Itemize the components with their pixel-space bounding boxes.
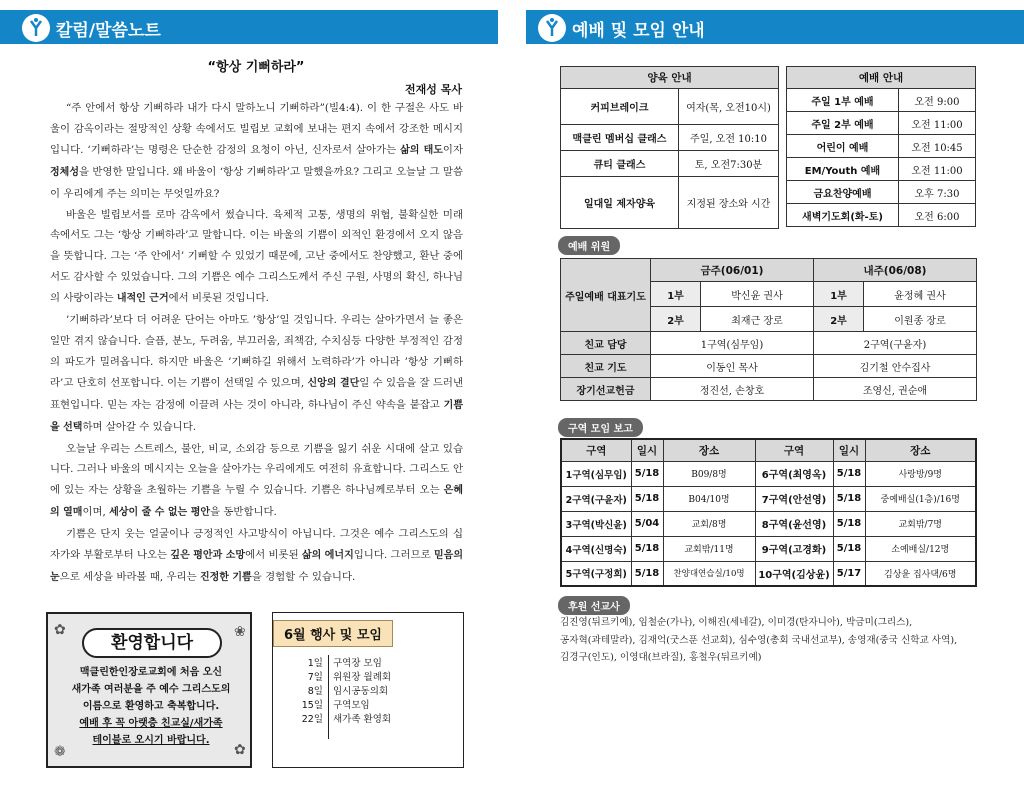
col-place: 장소 (663, 439, 755, 461)
next-week-header: 내주(06/08) (814, 259, 977, 282)
group-place: B04/10명 (663, 486, 755, 511)
prayer-label: 주일예배 대표기도 (561, 259, 651, 332)
group-place: 찬양대연습실/10명 (663, 561, 755, 586)
nurture-time: 지정된 장소와 시간 (679, 177, 779, 229)
event-date: 22일 (301, 714, 323, 725)
nw-prayer-1: 윤정혜 권사 (864, 282, 977, 307)
worship-section-title: 예배 및 모임 안내 (572, 21, 705, 41)
event-name: 위원장 월례회 (333, 672, 392, 683)
service-2: 2부 (651, 307, 701, 332)
flower-icon: ✿ (234, 742, 246, 758)
worship-name: 주일 2부 예배 (787, 112, 899, 135)
table-row (561, 536, 976, 561)
group-place: 교회밖/7명 (865, 511, 976, 536)
event-name: 구역모임 (333, 700, 370, 711)
duty-table (560, 258, 977, 401)
col-place: 장소 (865, 439, 976, 461)
group-date: 5/17 (833, 561, 865, 586)
nw-prayer-2: 이원종 장로 (864, 307, 977, 332)
june-events-box (272, 612, 464, 768)
group-date: 5/18 (631, 536, 663, 561)
group-place: 사랑방/9명 (865, 461, 976, 486)
tw-prayer-2: 최재근 장로 (701, 307, 814, 332)
event-name: 새가족 환영회 (333, 714, 392, 725)
missionaries-tag: 후원 선교사 (558, 596, 630, 615)
nurture-name: 맥클린 멤버십 클래스 (561, 125, 679, 151)
article-title: “항상 기뻐하라” (207, 60, 305, 75)
left-header-bar (0, 10, 498, 44)
welcome-text (56, 664, 246, 749)
nurture-table (560, 66, 779, 229)
flower-icon: ✿ (54, 622, 66, 638)
col-group: 구역 (561, 439, 631, 461)
groups-table (560, 438, 977, 587)
event-row (273, 713, 463, 727)
welcome-title: 환영합니다 (82, 628, 222, 658)
worship-header: 예배 안내 (787, 67, 976, 89)
group-date: 5/18 (631, 461, 663, 486)
welcome-line: 예배 후 꼭 아랫층 친교실/새가족 (79, 718, 223, 729)
nurture-header: 양육 안내 (561, 67, 779, 89)
event-row (273, 657, 463, 671)
nurture-name: 일대일 제자양육 (561, 177, 679, 229)
table-row (561, 511, 976, 536)
flower-icon: ❁ (54, 744, 66, 760)
group-name: 1구역(심무임) (561, 461, 631, 486)
right-header-bar (526, 10, 1024, 44)
column-section-title: 칼럼/말씀노트 (56, 21, 161, 41)
service-2: 2부 (814, 307, 864, 332)
fellowship-prayer-nw: 김기철 안수집사 (814, 355, 977, 378)
fellowship-prayer-tw: 이동인 목사 (651, 355, 814, 378)
group-place: 소예배실/12명 (865, 536, 976, 561)
worship-table (786, 66, 976, 227)
groups-tag: 구역 모임 보고 (558, 418, 643, 437)
group-name: 2구역(구윤자) (561, 486, 631, 511)
table-row (561, 561, 976, 586)
worship-time: 오전 6:00 (899, 204, 976, 227)
group-name: 10구역(김상윤) (755, 561, 833, 586)
article-paragraph: 오늘날 우리는 스트레스, 불안, 비교, 소외감 등으로 기쁨을 잃기 쉬운 시대에 살고 있습니다. 그러나 바울의 메시지는 오늘을 살아가는 우리에게도 여전히 유효합니다. 그리스도 안에 있는 자는 상황을 초월하는 기쁨을 누릴 수 있습니다. 기쁨은 하나님께로부터 오는 은혜의 열매이며, 세상이 줄 수 없는 평안을 동반합니다. (50, 442, 463, 519)
col-date: 일시 (833, 439, 865, 461)
nurture-time: 토, 오전7:30분 (679, 151, 779, 177)
group-place: 중예배실(1층)/16명 (865, 486, 976, 511)
church-logo-icon (538, 14, 566, 42)
group-date: 5/04 (631, 511, 663, 536)
group-name: 8구역(윤선영) (755, 511, 833, 536)
event-date: 7일 (307, 672, 323, 683)
events-title: 6월 행사 및 모임 (273, 620, 393, 647)
group-date: 5/18 (631, 486, 663, 511)
article-paragraph: 기쁨은 단지 웃는 얼굴이나 긍정적인 사고방식이 아닙니다. 그것은 예수 그리스도의 십자가와 부활로부터 나오는 깊은 평안과 소망에서 비롯된 삶의 에너지입니다. 그러므로 믿음의 눈으로 세상을 바라볼 때, 우리는 진정한 기쁨을 경험할 수 있습니다. (50, 528, 463, 583)
group-name: 3구역(박신윤) (561, 511, 631, 536)
group-name: 5구역(구정희) (561, 561, 631, 586)
offering-tw: 정진선, 손창호 (651, 378, 814, 401)
fellowship-label: 친교 담당 (561, 332, 651, 355)
event-name: 구역장 모임 (333, 658, 382, 669)
service-1: 1부 (651, 282, 701, 307)
event-row (273, 699, 463, 713)
group-name: 4구역(신명숙) (561, 536, 631, 561)
tw-prayer-1: 박신윤 권사 (701, 282, 814, 307)
welcome-line: 이름으로 환영하고 축복합니다. (82, 701, 220, 712)
nurture-name: 커피브레이크 (561, 89, 679, 125)
article-body (50, 98, 463, 589)
worship-time: 오전 10:45 (899, 135, 976, 158)
article-author: 전재성 목사 (405, 83, 462, 96)
group-date: 5/18 (833, 511, 865, 536)
group-place: 교회/8명 (663, 511, 755, 536)
event-row (273, 685, 463, 699)
welcome-box (46, 612, 252, 768)
worship-name: 새벽기도회(화-토) (787, 204, 899, 227)
group-date: 5/18 (833, 536, 865, 561)
table-row (561, 461, 976, 486)
article-paragraph: “주 안에서 항상 기뻐하라 내가 다시 말하노니 기뻐하라”(빌4:4). 이 한 구절은 사도 바울이 감옥이라는 절망적인 상황 속에서도 빌립보 교회에 보내는 편지 속에서 강조한 메시지입니다. ‘기뻐하라’는 명령은 단순한 감정의 요청이 아닌, 신자로서 살아가는 삶의 태도이자 정체성을 반영한 말입니다. 왜 바울이 ‘항상 기뻐하라’고 말했을까요? 그리고 오늘날 그 말씀이 우리에게 주는 의미는 무엇일까요? (50, 102, 463, 200)
worship-name: 어린이 예배 (787, 135, 899, 158)
nurture-name: 큐티 클래스 (561, 151, 679, 177)
this-week-header: 금주(06/01) (651, 259, 814, 282)
offering-nw: 조영신, 권순애 (814, 378, 977, 401)
group-place: 김상윤 집사댁/6명 (865, 561, 976, 586)
welcome-line: 맥클린한인장로교회에 처음 오신 (79, 667, 223, 678)
group-place: 교회밖/11명 (663, 536, 755, 561)
welcome-line: 테이블로 오시기 바랍니다. (92, 735, 210, 746)
worship-time: 오전 9:00 (899, 89, 976, 112)
group-name: 6구역(최영옥) (755, 461, 833, 486)
offering-label: 장기선교헌금 (561, 378, 651, 401)
event-date: 8일 (307, 686, 323, 697)
worship-name: 금요찬양예배 (787, 181, 899, 204)
events-list (273, 657, 463, 727)
worship-time: 오전 11:00 (899, 158, 976, 181)
missionaries-line: 공자혁(과테말라), 김재억(굿스푼 선교회), 심수영(총회 국내선교부), 송영재(중국 신학교 사역), (560, 634, 958, 646)
event-date: 15일 (301, 700, 323, 711)
worship-time: 오후 7:30 (899, 181, 976, 204)
worship-time: 오전 11:00 (899, 112, 976, 135)
worship-name: 주일 1부 예배 (787, 89, 899, 112)
group-date: 5/18 (833, 461, 865, 486)
group-date: 5/18 (833, 486, 865, 511)
group-name: 9구역(고경화) (755, 536, 833, 561)
event-row (273, 671, 463, 685)
missionaries-line: 김경구(인도), 이영대(브라질), 홍철우(뒤르키예) (560, 652, 762, 663)
col-group: 구역 (755, 439, 833, 461)
group-name: 7구역(안선영) (755, 486, 833, 511)
fellowship-prayer-label: 친교 기도 (561, 355, 651, 378)
col-date: 일시 (631, 439, 663, 461)
nurture-time: 여자(목, 오전10시) (679, 89, 779, 125)
church-logo-icon (22, 14, 50, 42)
nurture-time: 주일, 오전 10:10 (679, 125, 779, 151)
fellowship-tw: 1구역(심무임) (651, 332, 814, 355)
article-paragraph: ’기뻐하라’보다 더 어려운 단어는 아마도 ’항상’일 것입니다. 우리는 살아가면서 늘 좋은 일만 겪지 않습니다. 슬픔, 분노, 두려움, 부끄러움, 죄책감, 수치심등 다양한 부정적인 감정의 파도가 밀려옵니다. 하지만 바울은 ’기뻐하길 위해서 노력하라’가 아니라 ’항상 기뻐하라’고 단호히 선포합니다. 이는 기쁨이 선택일 수 있으며, 신앙의 결단일 수 있음을 잘 드러낸 표현입니다. 믿는 자는 감정에 이끌려 사는 것이 아니라, 하나님이 주신 약속을 붙잡고 기쁨을 선택하며 살아갈 수 있습니다. (50, 314, 463, 433)
event-date: 1일 (307, 658, 323, 669)
fellowship-nw: 2구역(구윤자) (814, 332, 977, 355)
missionaries-list (560, 614, 990, 667)
article-paragraph: 바울은 빌립보서를 로마 감옥에서 썼습니다. 육체적 고통, 생명의 위협, 불확실한 미래 속에서도 그는 ‘항상 기뻐하라’고 말합니다. 이는 바울의 기쁨이 외적인 환경에서 오지 않음을 뜻합니다. 그는 ‘주 안에서’ 기뻐할 수 있었기 때문에, 고난 중에서도 찬양했고, 환난 중에서도 감사할 수 있었습니다. 그의 기쁨은 예수 그리스도께서 주신 구원, 사명의 확신, 하나님의 사랑이라는 내적인 근거에서 비롯된 것입니다. (50, 208, 463, 305)
welcome-line: 새가족 여러분을 주 예수 그리스도의 (71, 684, 231, 695)
worship-name: EM/Youth 예배 (787, 158, 899, 181)
service-1: 1부 (814, 282, 864, 307)
duty-tag: 예배 위원 (558, 236, 620, 255)
event-name: 임시공동의회 (333, 686, 389, 697)
table-row (561, 486, 976, 511)
missionaries-line: 김진영(뒤르키예), 임철순(가나), 이해진(세네갈), 이미경(탄자니아), 박금미(그리스), (560, 617, 913, 628)
group-place: B09/8명 (663, 461, 755, 486)
flower-icon: ❀ (234, 624, 246, 640)
group-date: 5/18 (631, 561, 663, 586)
